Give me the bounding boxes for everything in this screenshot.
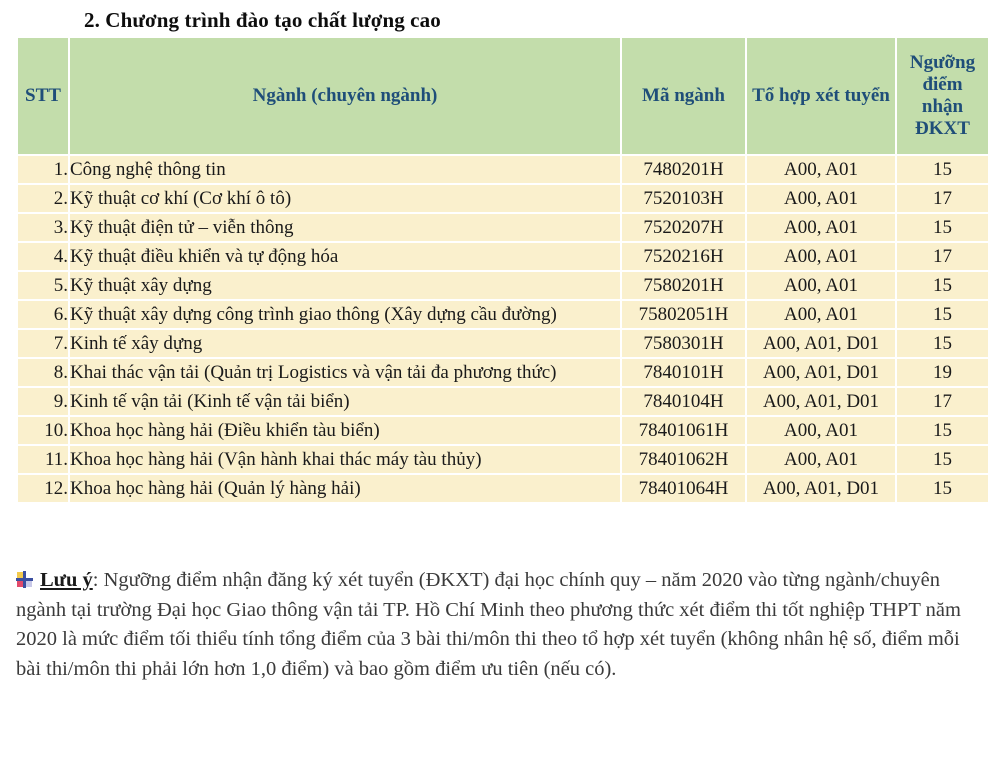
cell-combination: A00, A01 <box>746 184 896 213</box>
cell-major-name: Kinh tế vận tải (Kinh tế vận tải biển) <box>69 387 621 416</box>
cell-combination: A00, A01, D01 <box>746 329 896 358</box>
column-header-major: Ngành (chuyên ngành) <box>69 37 621 155</box>
cell-major-code: 7480201H <box>621 155 746 184</box>
cell-stt: 11. <box>17 445 69 474</box>
cell-combination: A00, A01 <box>746 416 896 445</box>
cell-stt: 7. <box>17 329 69 358</box>
cell-major-name: Khoa học hàng hải (Điều khiển tàu biển) <box>69 416 621 445</box>
cell-stt: 10. <box>17 416 69 445</box>
cell-stt: 3. <box>17 213 69 242</box>
table-row <box>17 416 989 445</box>
table-row <box>17 213 989 242</box>
cell-combination: A00, A01, D01 <box>746 474 896 503</box>
cell-major-code: 7580301H <box>621 329 746 358</box>
cell-major-name: Khai thác vận tải (Quản trị Logistics và vận tải đa phương thức) <box>69 358 621 387</box>
cell-major-name: Khoa học hàng hải (Vận hành khai thác máy tàu thủy) <box>69 445 621 474</box>
cell-major-code: 7580201H <box>621 271 746 300</box>
table-row <box>17 271 989 300</box>
table-row <box>17 155 989 184</box>
cell-major-name: Kỹ thuật xây dựng công trình giao thông (Xây dựng cầu đường) <box>69 300 621 329</box>
cell-major-code: 7840101H <box>621 358 746 387</box>
cell-stt: 12. <box>17 474 69 503</box>
cell-major-name: Kỹ thuật điều khiển và tự động hóa <box>69 242 621 271</box>
cell-combination: A00, A01, D01 <box>746 387 896 416</box>
cell-major-code: 75802051H <box>621 300 746 329</box>
cell-score: 15 <box>896 445 989 474</box>
admission-table <box>16 36 990 504</box>
table-row <box>17 300 989 329</box>
column-header-major-code: Mã ngành <box>621 37 746 155</box>
table-row <box>17 474 989 503</box>
cell-stt: 4. <box>17 242 69 271</box>
cell-score: 15 <box>896 300 989 329</box>
cell-major-name: Kỹ thuật điện tử – viễn thông <box>69 213 621 242</box>
cell-combination: A00, A01 <box>746 242 896 271</box>
cell-major-code: 7520207H <box>621 213 746 242</box>
table-header-row <box>17 37 989 155</box>
cell-major-name: Khoa học hàng hải (Quản lý hàng hải) <box>69 474 621 503</box>
note-separator: : <box>92 569 104 591</box>
cell-score: 19 <box>896 358 989 387</box>
table-row <box>17 387 989 416</box>
table-row <box>17 329 989 358</box>
cell-major-code: 78401061H <box>621 416 746 445</box>
cell-score: 15 <box>896 416 989 445</box>
cell-stt: 1. <box>17 155 69 184</box>
cell-stt: 5. <box>17 271 69 300</box>
cell-major-code: 7520216H <box>621 242 746 271</box>
cell-major-code: 7520103H <box>621 184 746 213</box>
cell-major-code: 78401064H <box>621 474 746 503</box>
cell-stt: 6. <box>17 300 69 329</box>
table-row <box>17 184 989 213</box>
cell-stt: 9. <box>17 387 69 416</box>
column-header-combination: Tổ hợp xét tuyển <box>746 37 896 155</box>
cell-score: 17 <box>896 184 989 213</box>
cell-score: 15 <box>896 213 989 242</box>
four-quadrant-bullet-icon <box>16 571 33 588</box>
table-row <box>17 445 989 474</box>
cell-major-name: Kỹ thuật cơ khí (Cơ khí ô tô) <box>69 184 621 213</box>
cell-score: 15 <box>896 329 989 358</box>
note-block <box>16 566 988 685</box>
cell-major-code: 7840104H <box>621 387 746 416</box>
note-label: Lưu ý <box>40 569 93 591</box>
table-row <box>17 242 989 271</box>
column-header-stt: STT <box>17 37 69 155</box>
cell-score: 17 <box>896 242 989 271</box>
cell-stt: 8. <box>17 358 69 387</box>
column-header-score: Ngưỡng điểm nhận ĐKXT <box>896 37 989 155</box>
cell-combination: A00, A01 <box>746 213 896 242</box>
cell-major-code: 78401062H <box>621 445 746 474</box>
cell-score: 15 <box>896 155 989 184</box>
table-header <box>17 37 989 155</box>
cell-score: 15 <box>896 271 989 300</box>
cell-combination: A00, A01 <box>746 445 896 474</box>
cell-score: 15 <box>896 474 989 503</box>
note-text: Ngưỡng điểm nhận đăng ký xét tuyển (ĐKXT) đại học chính quy – năm 2020 vào từng ngành/chuyên ngành tại trường Đại học Giao thông vận tải TP. Hồ Chí Minh theo phương thức xét điểm thi tốt nghiệp THPT năm 2020 là mức điểm tối thiểu tính tổng điểm của 3 bài thi/môn thi theo tổ hợp xét tuyển (không nhân hệ số, điểm mỗi bài thi/môn thi phải lớn hơn 1,0 điểm) và bao gồm điểm ưu tiên (nếu có). <box>16 569 961 681</box>
cell-combination: A00, A01 <box>746 300 896 329</box>
table-row <box>17 358 989 387</box>
admission-table-container <box>16 36 988 504</box>
cell-major-name: Công nghệ thông tin <box>69 155 621 184</box>
cell-combination: A00, A01, D01 <box>746 358 896 387</box>
cell-score: 17 <box>896 387 989 416</box>
page-title: 2. Chương trình đào tạo chất lượng cao <box>84 8 441 32</box>
cell-major-name: Kỹ thuật xây dựng <box>69 271 621 300</box>
cell-stt: 2. <box>17 184 69 213</box>
cell-combination: A00, A01 <box>746 155 896 184</box>
cell-combination: A00, A01 <box>746 271 896 300</box>
table-body <box>17 155 989 503</box>
cell-major-name: Kinh tế xây dựng <box>69 329 621 358</box>
